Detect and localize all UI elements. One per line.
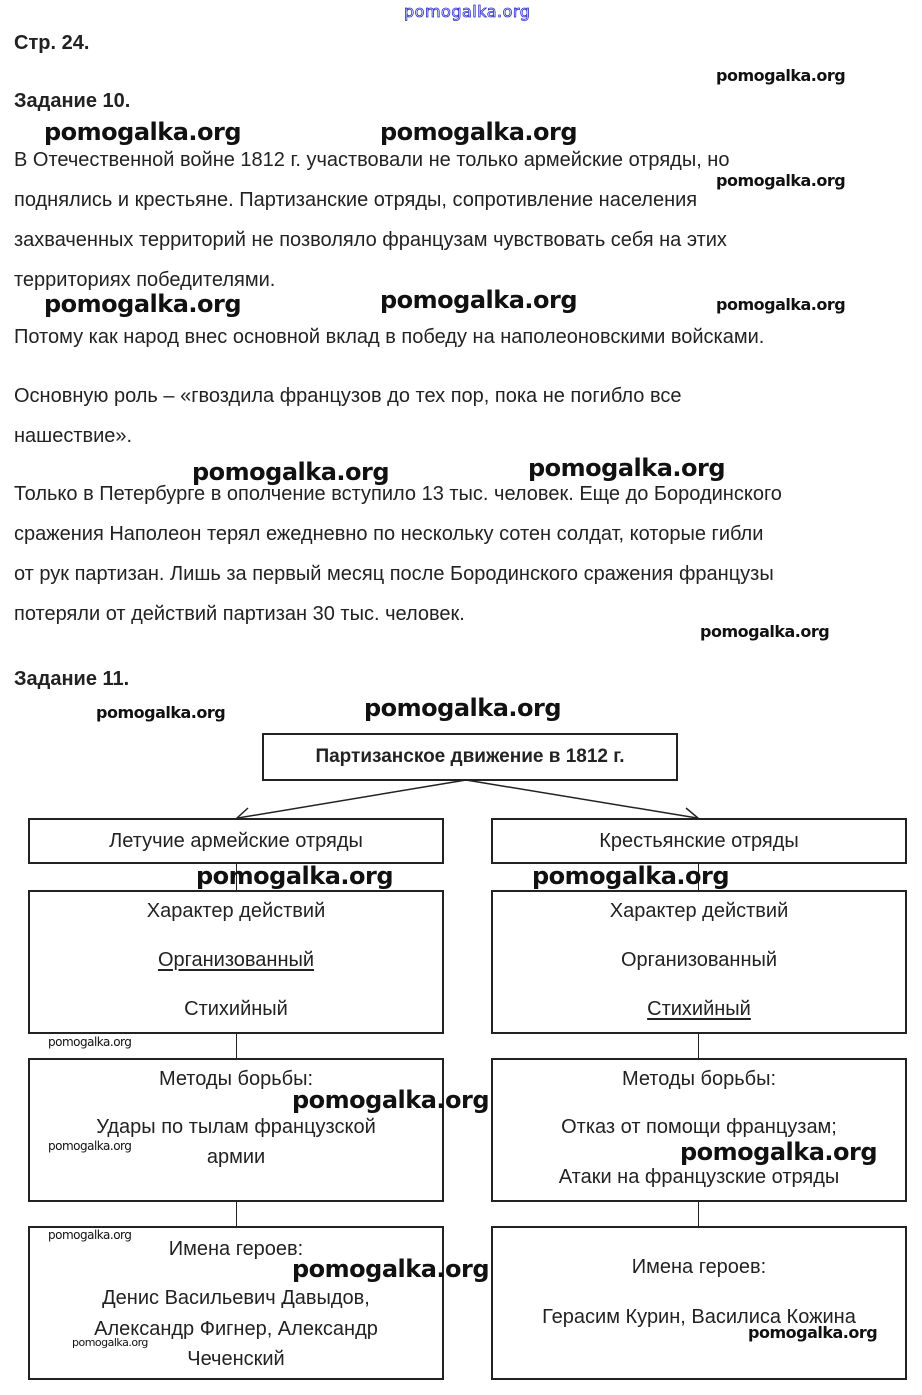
left-heroes-label: Имена героев: — [168, 1238, 304, 1260]
left-methods-line1: Удары по тылам французской — [96, 1116, 376, 1138]
watermark: pomogalka.org — [528, 454, 726, 482]
task10-heading: Задание 10. — [14, 90, 131, 112]
right-heroes-label: Имена героев: — [631, 1256, 767, 1278]
right-methods-box — [491, 1058, 907, 1202]
watermark: pomogalka.org — [72, 1336, 148, 1349]
left-character-box — [28, 890, 444, 1034]
right-character-option-organized: Организованный — [620, 949, 778, 971]
connector-line — [236, 1034, 237, 1058]
watermark: pomogalka.org — [716, 295, 846, 314]
connector-line — [698, 1202, 699, 1226]
task10-paragraph4-line3: от рук партизан. Лишь за первый месяц после Бородинского сражения французы — [14, 563, 774, 585]
watermark: pomogalka.org — [48, 1035, 132, 1049]
connector-line — [698, 1034, 699, 1058]
right-methods-label: Методы борьбы: — [621, 1068, 777, 1090]
connector-line — [236, 1202, 237, 1226]
watermark: pomogalka.org — [716, 171, 846, 190]
left-heroes-line2: Александр Фигнер, Александр — [94, 1318, 378, 1340]
watermark: pomogalka.org — [680, 1138, 878, 1166]
watermark: pomogalka.org — [292, 1255, 490, 1283]
right-branch-title: Крестьянские отряды — [599, 829, 799, 852]
right-heroes-box — [491, 1226, 907, 1380]
watermark: pomogalka.org — [380, 118, 578, 146]
task10-paragraph3-line1: Основную роль – «гвоздила французов до тех пор, пока не погибло все — [14, 385, 682, 407]
right-heroes-line1: Герасим Курин, Василиса Кожина — [542, 1306, 856, 1328]
watermark: pomogalka.org — [364, 694, 562, 722]
watermark: pomogalka.org — [192, 458, 390, 486]
right-methods-line1: Отказ от помощи французам; — [561, 1116, 837, 1138]
page-label: Стр. 24. — [14, 32, 90, 54]
watermark: pomogalka.org — [716, 66, 846, 85]
right-methods-line2: Атаки на французские отряды — [558, 1166, 840, 1188]
left-heroes-line1: Денис Васильевич Давыдов, — [102, 1287, 370, 1309]
task10-paragraph1-line1: В Отечественной войне 1812 г. участвовали не только армейские отряды, но — [14, 149, 730, 171]
left-methods-box — [28, 1058, 444, 1202]
watermark: pomogalka.org — [380, 286, 578, 314]
task10-paragraph4-line1: Только в Петербурге в ополчение вступило 13 тыс. человек. Еще до Бородинского — [14, 483, 782, 505]
task10-paragraph1-line2: поднялись и крестьяне. Партизанские отряды, сопротивление населения — [14, 189, 698, 211]
right-character-box — [491, 890, 907, 1034]
watermark: pomogalka.org — [700, 622, 830, 641]
diagram-root-label: Партизанское движение в 1812 г. — [315, 746, 625, 767]
watermark: pomogalka.org — [532, 862, 730, 890]
left-heroes-line3: Чеченский — [187, 1348, 285, 1370]
task10-paragraph1-line3: захваченных территорий не позволяло французам чувствовать себя на этих — [14, 229, 727, 251]
left-heroes-box — [28, 1226, 444, 1380]
task11-heading: Задание 11. — [14, 668, 130, 690]
watermark: pomogalka.org — [48, 1228, 132, 1242]
left-character-option-spontaneous: Стихийный — [184, 998, 288, 1020]
task10-paragraph4-line4: потеряли от действий партизан 30 тыс. человек. — [14, 603, 465, 625]
watermark: pomogalka.org — [748, 1323, 878, 1342]
task10-paragraph1-line4: территориях победителями. — [14, 269, 276, 291]
watermark: pomogalka.org — [292, 1086, 490, 1114]
left-methods-line2: армии — [206, 1146, 266, 1168]
watermark: pomogalka.org — [44, 118, 242, 146]
watermark: pomogalka.org — [44, 290, 242, 318]
left-methods-label: Методы борьбы: — [158, 1068, 314, 1090]
left-branch-title: Летучие армейские отряды — [109, 829, 363, 852]
left-branch-title-box — [28, 818, 444, 864]
task10-paragraph2: Потому как народ внес основной вклад в победу на наполеоновскими войсками. — [14, 326, 765, 348]
right-character-option-spontaneous-selected: Стихийный — [647, 998, 751, 1020]
task10-paragraph3-line2: нашествие». — [14, 425, 133, 447]
right-character-label: Характер действий — [609, 900, 789, 922]
left-character-option-organized-selected: Организованный — [157, 949, 315, 971]
right-branch-title-box — [491, 818, 907, 864]
watermark: pomogalka.org — [196, 862, 394, 890]
task10-paragraph4-line2: сражения Наполеон терял ежедневно по нескольку сотен солдат, которые гибли — [14, 523, 764, 545]
left-character-label: Характер действий — [146, 900, 326, 922]
watermark-top: pomogalka.org — [404, 2, 531, 21]
watermark: pomogalka.org — [48, 1139, 132, 1153]
watermark: pomogalka.org — [96, 703, 226, 722]
